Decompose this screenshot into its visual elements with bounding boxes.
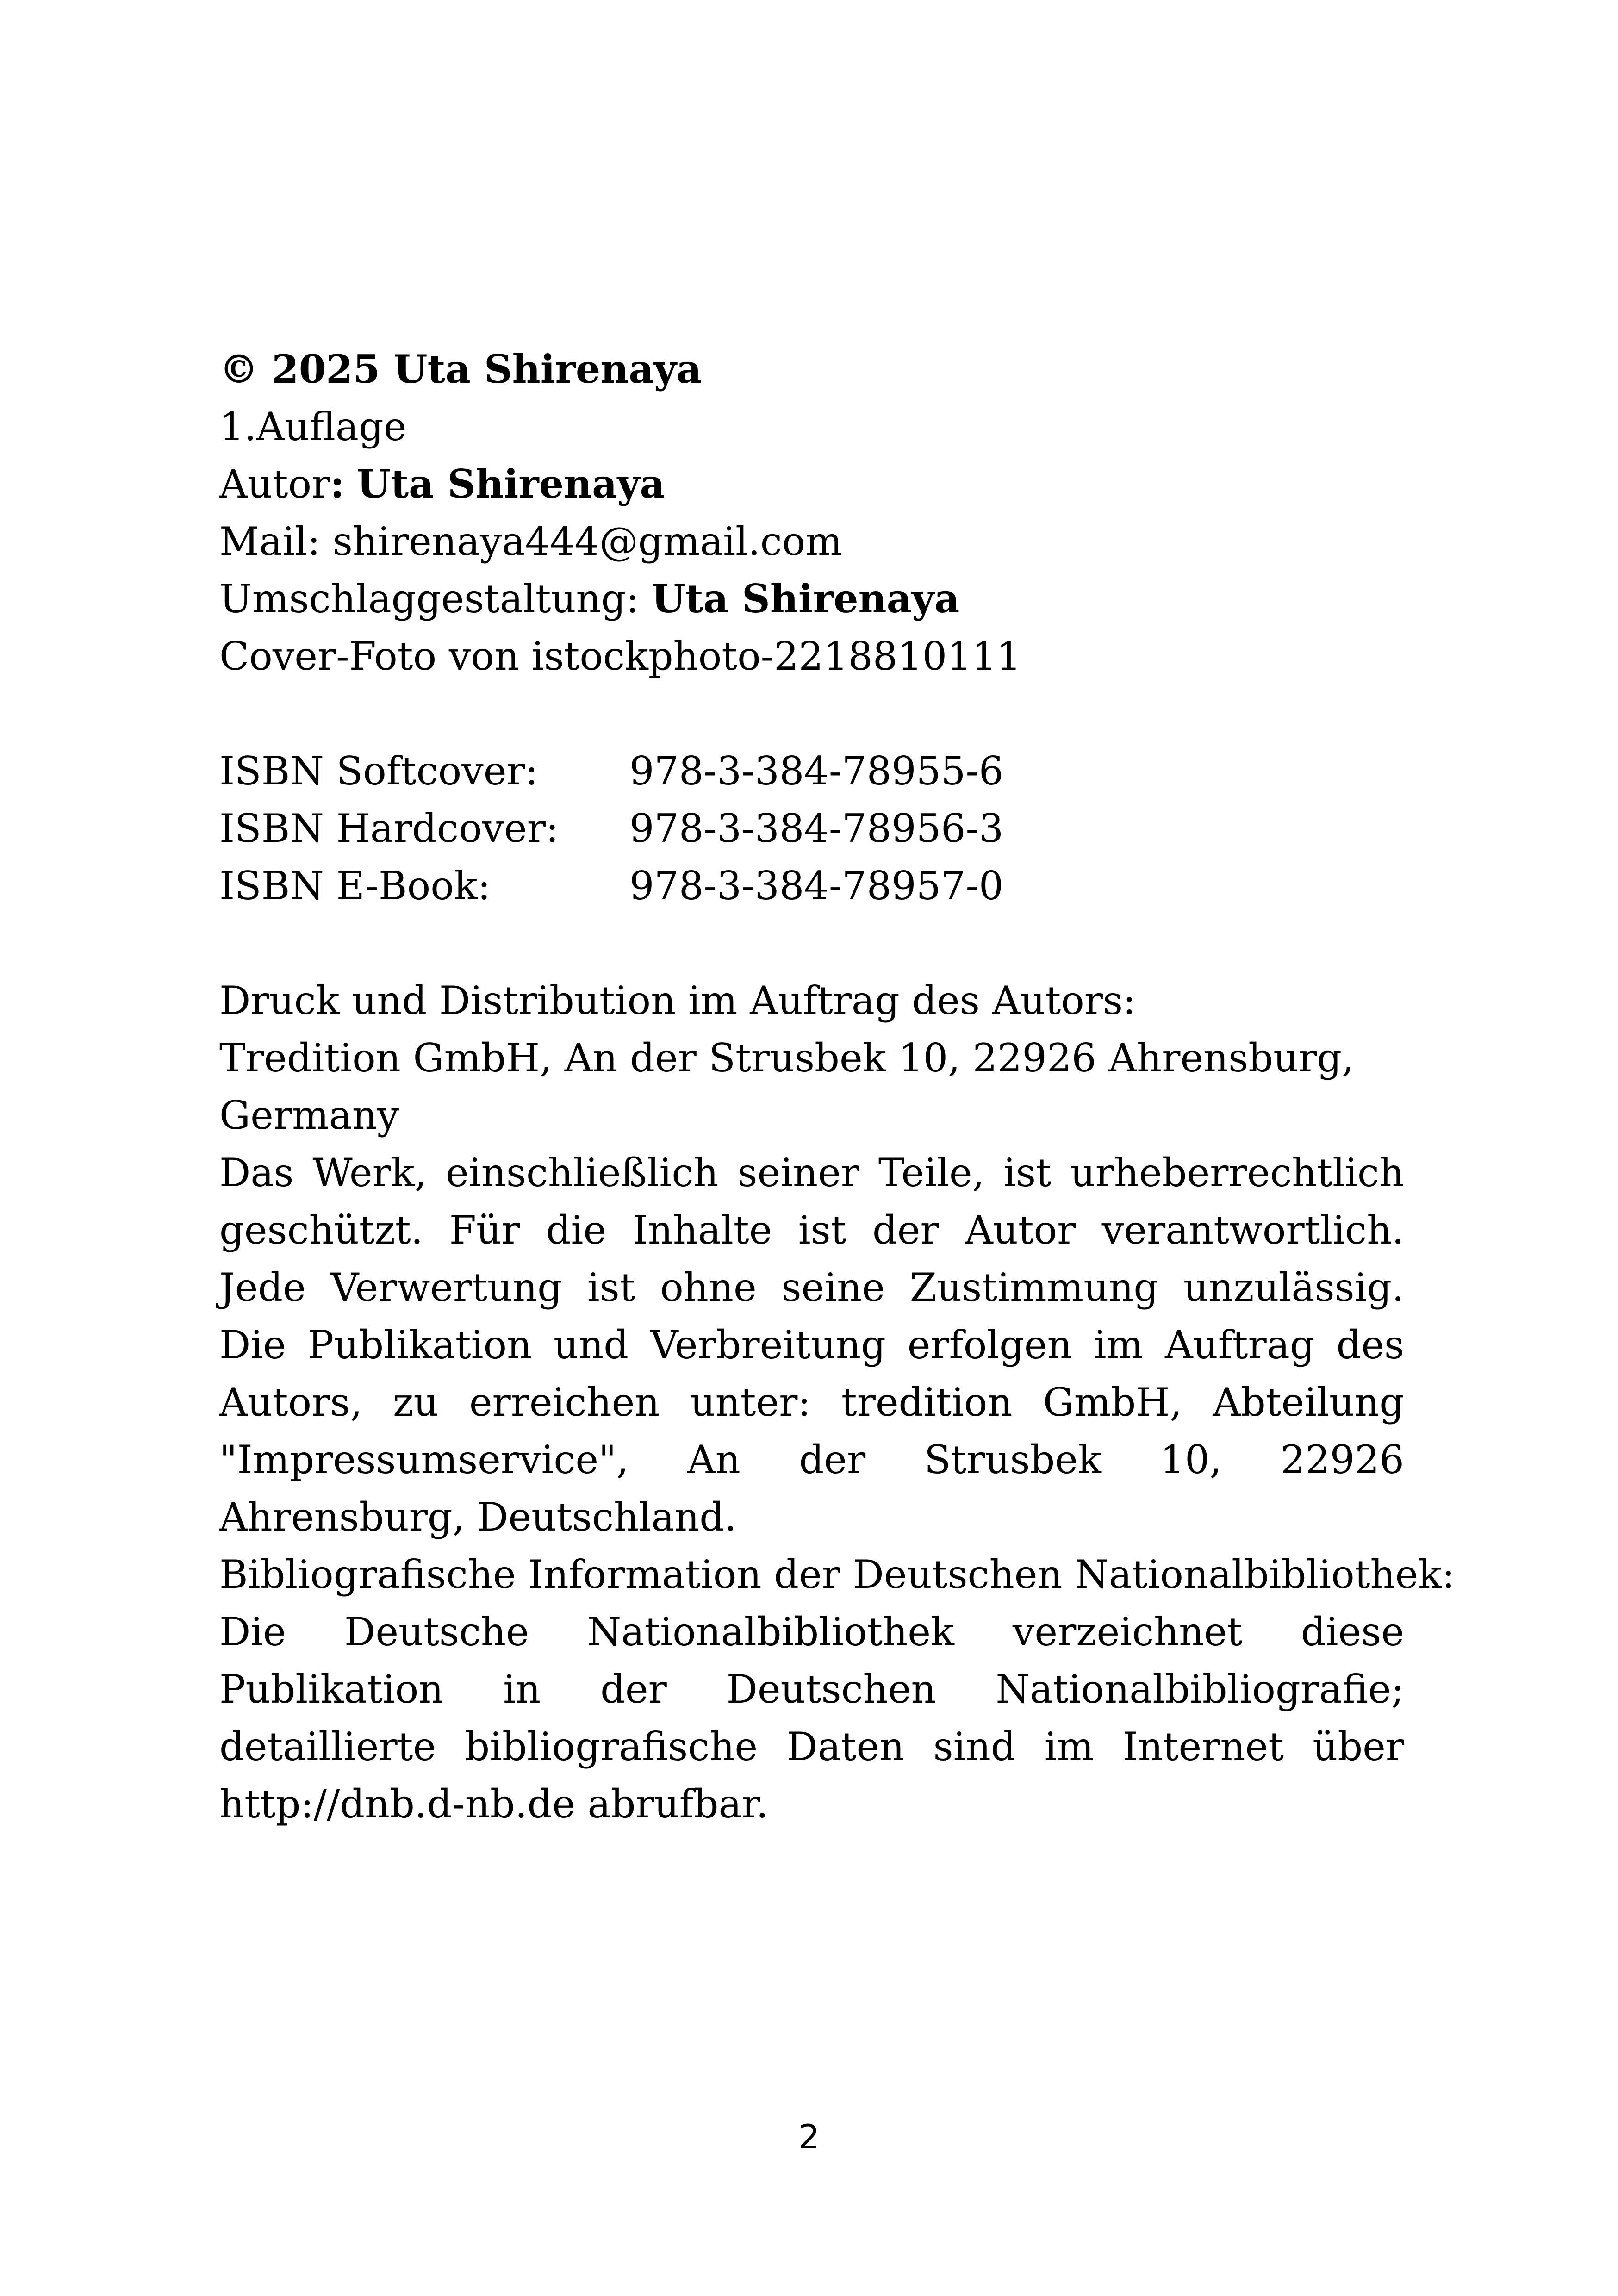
author-label: Autor <box>219 461 330 507</box>
cover-design-line <box>219 570 1404 628</box>
spacer <box>219 685 1404 742</box>
distribution-country: Germany <box>219 1093 399 1138</box>
imprint-block <box>219 341 1455 1833</box>
isbn-label: ISBN E-Book: <box>219 863 491 908</box>
isbn-label: ISBN Softcover: <box>219 748 538 794</box>
author-name: Uta Shirenaya <box>356 461 665 507</box>
edition-line: 1.Auflage <box>219 404 407 449</box>
dnb-heading: Bibliografische Information der Deutschen Nationalbibliothek: <box>219 1552 1455 1597</box>
isbn-label: ISBN Hardcover: <box>219 806 559 851</box>
author-line <box>219 455 1404 513</box>
copyright-line: © 2025 Uta Shirenaya <box>219 346 702 392</box>
copyright-notice-paragraph: Das Werk, einschließlich seiner Teile, ist urheberrechtlich geschützt. Für die Inhalte ist der Autor verantwortlich. Jede Verwertung ist ohne seine Zustimmung unzulässig. Die Publikation und Verbreitung erfolgen im Auftrag des Autors, zu erreichen unter: tredition GmbH, Abteilung "Impressumservice", An der Strusbek 10, 22926 Ahrensburg, Deutschland. <box>219 1150 1404 1540</box>
isbn-value: 978-3-384-78955-6 <box>629 748 1004 794</box>
author-colon: : <box>330 461 345 507</box>
dnb-paragraph: Die Deutsche Nationalbibliothek verzeichnet diese Publikation in der Deutschen Nationalbibliografie; detaillierte bibliografische Daten sind im Internet über http://dnb.d-nb.de abrufbar. <box>219 1609 1404 1827</box>
mail-line: Mail: shirenaya444@gmail.com <box>219 519 843 564</box>
cover-design-label: Umschlaggestaltung: <box>219 576 652 622</box>
cover-photo-line: Cover-Foto von istockphoto-2218810111 <box>219 634 1021 679</box>
isbn-row-softcover <box>219 742 1404 800</box>
isbn-row-ebook <box>219 857 1404 915</box>
spacer <box>219 915 1404 972</box>
distribution-heading: Druck und Distribution im Auftrag des Autors: <box>219 978 1136 1023</box>
isbn-value: 978-3-384-78956-3 <box>629 806 1004 851</box>
distribution-address: Tredition GmbH, An der Strusbek 10, 22926 Ahrensburg, <box>219 1035 1354 1081</box>
isbn-value: 978-3-384-78957-0 <box>629 863 1004 908</box>
isbn-row-hardcover <box>219 800 1404 857</box>
cover-design-name: Uta Shirenaya <box>651 576 960 622</box>
page-number: 2 <box>798 2117 820 2156</box>
